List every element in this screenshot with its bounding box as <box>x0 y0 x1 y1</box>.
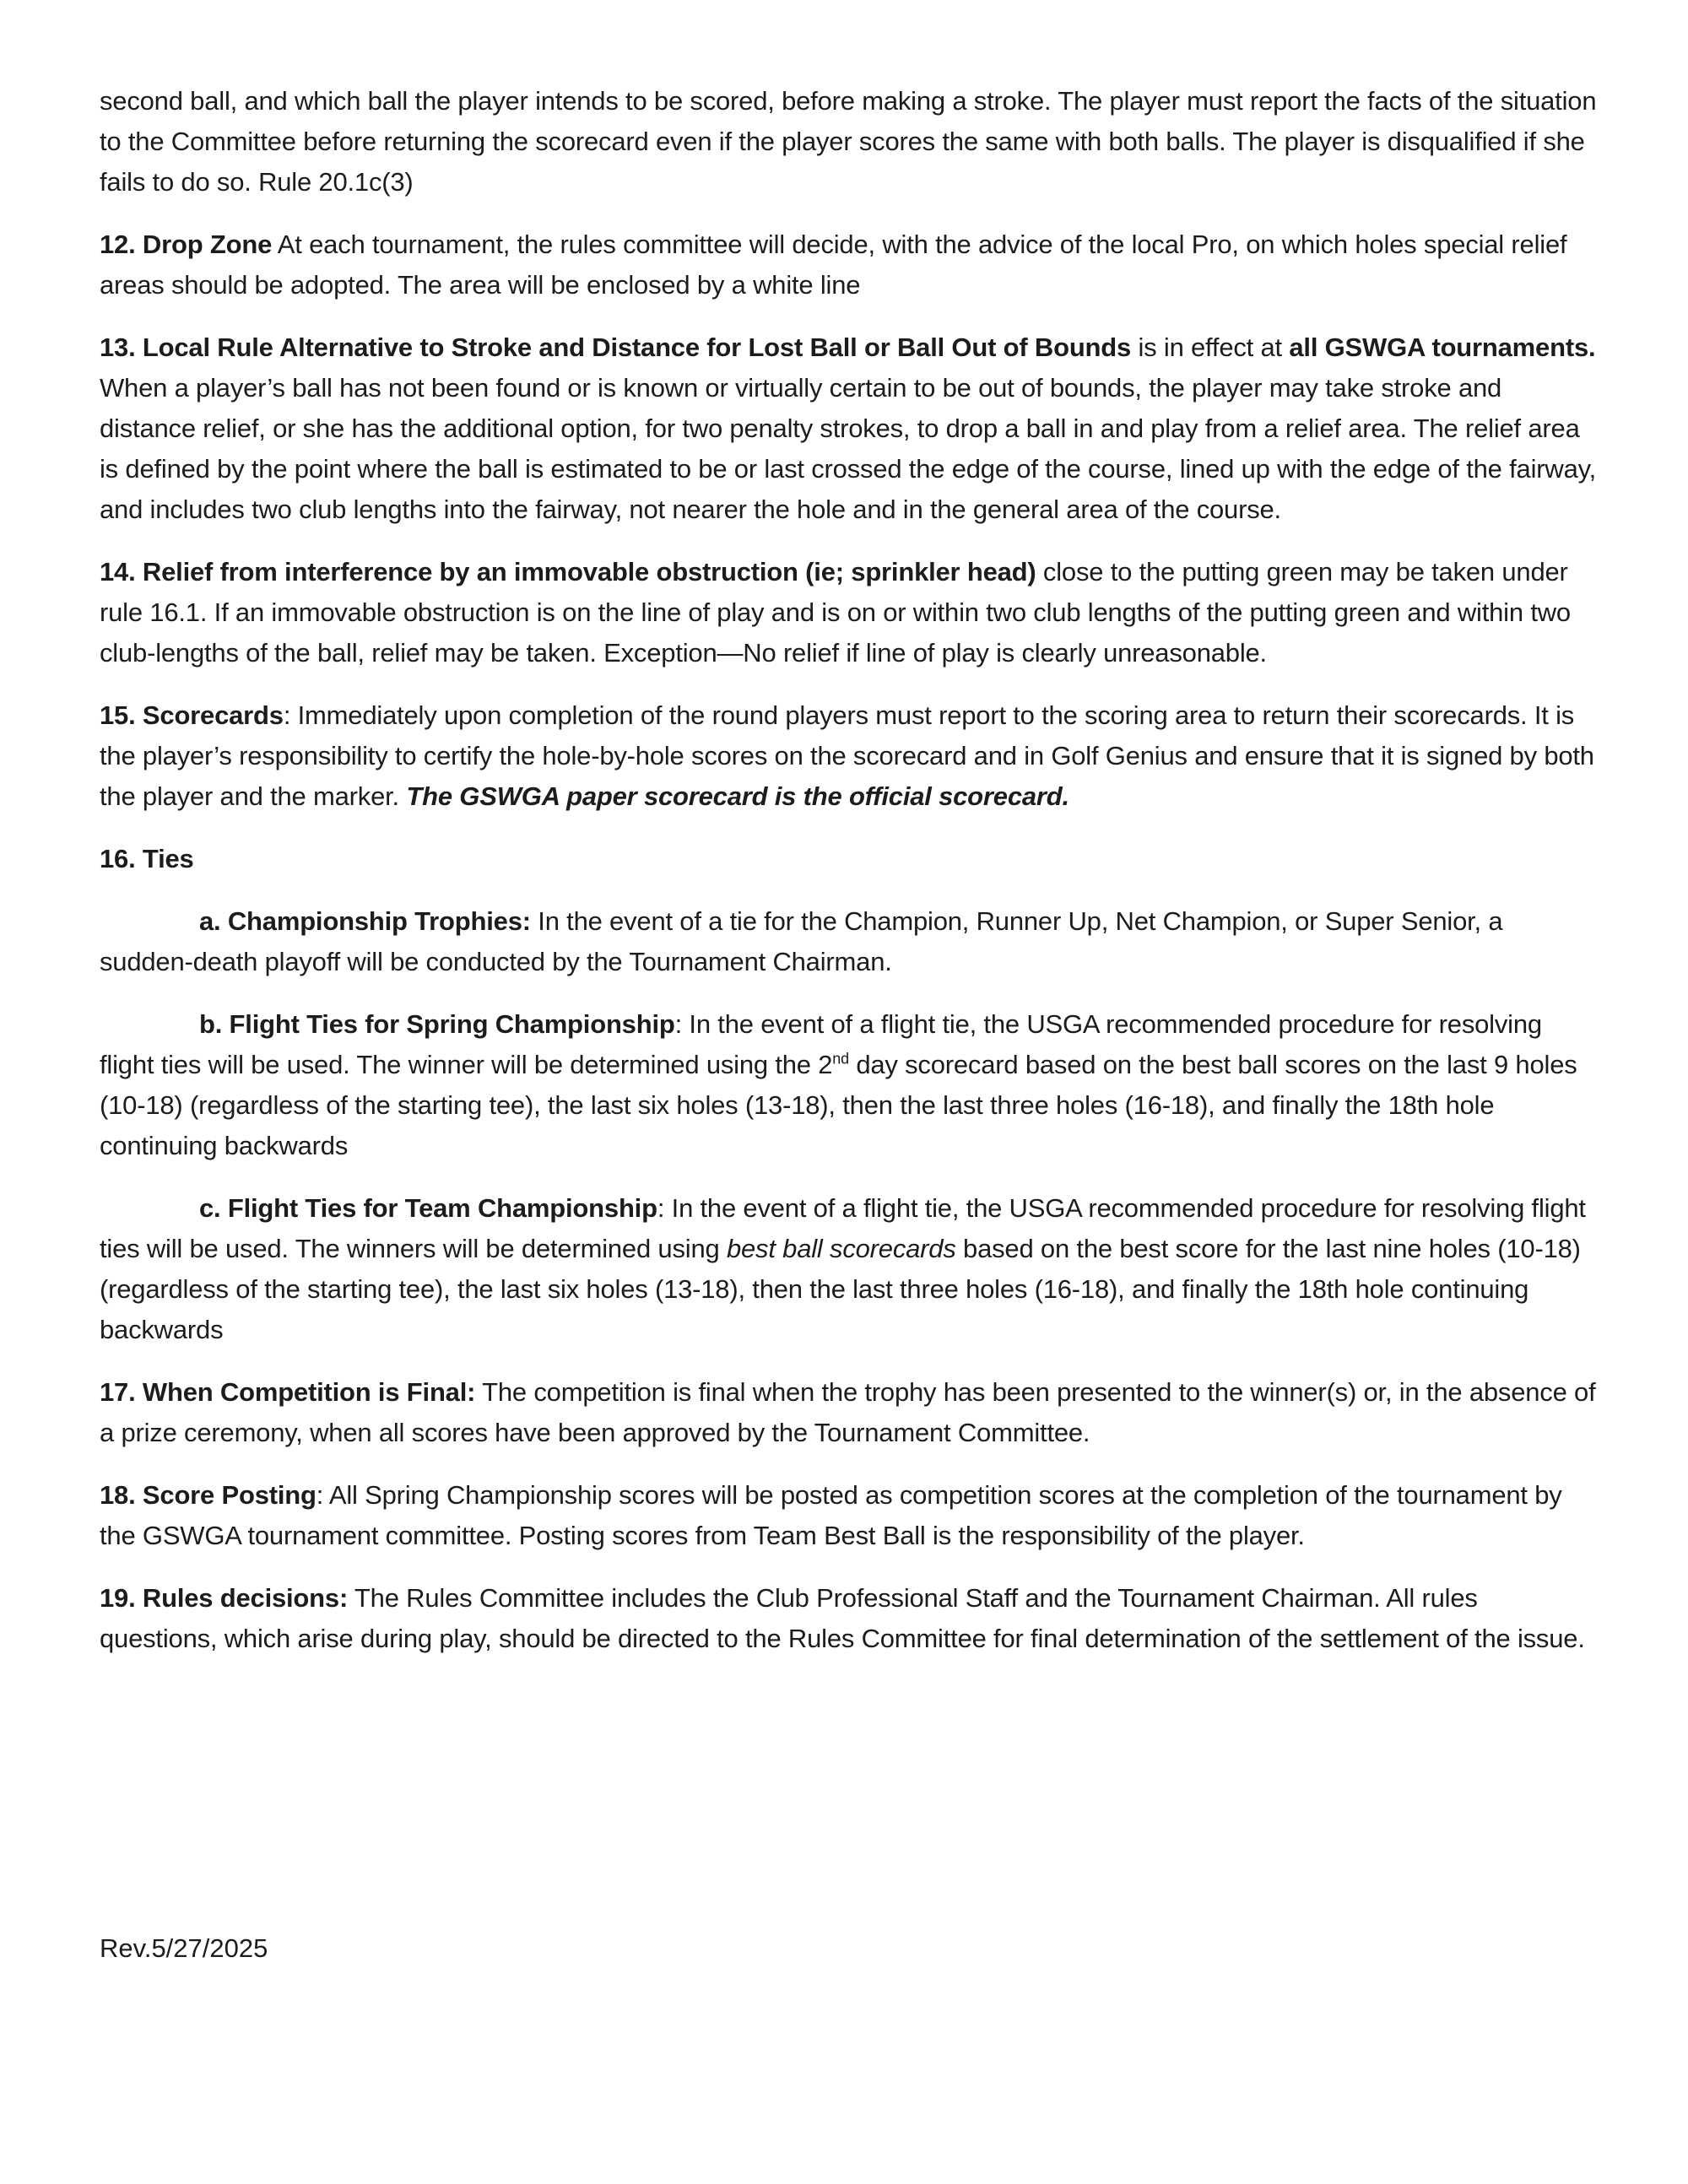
rule-12 <box>100 224 1602 305</box>
rule-15 <box>100 695 1602 817</box>
rule-16-heading: 16. Ties <box>100 844 194 873</box>
rule-12-heading: 12. Drop Zone <box>100 230 273 259</box>
rule-14-body: close to the putting green may be taken under rule 16.1. If an immovable obstruction is on the line of play and is on or within two club lengths of the putting green and within two club-lengths of the ball, relief may be taken. Exception—No relief if line of play is clearly unreasonable. <box>100 557 1571 668</box>
rule-15-official-note: The GSWGA paper scorecard is the official scorecard. <box>406 781 1069 811</box>
rule-17 <box>100 1372 1602 1453</box>
rule-16b-heading: b. Flight Ties for Spring Championship <box>199 1009 675 1039</box>
rule-16c-body: based on the best score for the last nine holes (10-18) (regardless of the starting tee), the last six holes (13-18), then the last three holes (16-18), and finally the 18th hole continuing backwards <box>100 1234 1581 1344</box>
rule-16b-body: day scorecard based on the best ball scores on the last 9 holes (10-18) (regardless of the starting tee), the last six holes (13-18), then the last three holes (16-18), and finally the 18th hole continuing backwards <box>100 1050 1577 1160</box>
rule-16a-heading: a. Championship Trophies: <box>199 906 531 936</box>
rule-16c-italic: best ball scorecards <box>726 1234 956 1263</box>
intro-paragraph: second ball, and which ball the player intends to be scored, before making a stroke. The player must report the facts of the situation to the Committee before returning the scorecard even if the player scores the same with both balls. The player is disqualified if she fails to do so. Rule 20.1c(3) <box>100 86 1597 197</box>
rule-18-heading: 18. Score Posting <box>100 1480 316 1510</box>
rule-16c: c. Flight Ties for Team Championship: In the event of a flight tie, the USGA recommended procedure for resolving flight ties will be used. The winners will be determined using best ball scorecards based on the best score for the last nine holes (10-18) (regardless of the starting tee), the last six holes (13-18), then the last three holes (16-18), and finally the 18th hole continuing backwards <box>100 1193 1586 1344</box>
rule-15-heading: 15. Scorecards <box>100 700 284 730</box>
rule-18-body: : All Spring Championship scores will be posted as competition scores at the completion of the tournament by the GSWGA tournament committee. Posting scores from Team Best Ball is the responsibility of the player. <box>100 1480 1562 1550</box>
rule-19-heading: 19. Rules decisions: <box>100 1583 349 1613</box>
rule-14-heading: 14. Relief from interference by an immovable obstruction (ie; sprinkler head) <box>100 557 1036 587</box>
revision-date: Rev.5/27/2025 <box>100 1933 268 1963</box>
rule-13-body: When a player’s ball has not been found or is known or virtually certain to be out of bounds, the player may take stroke and distance relief, or she has the additional option, for two penalty strokes, to drop a ball in and play from a relief area. The relief area is defined by the point where the ball is estimated to be or last crossed the edge of the course, lined up with the edge of the fairway, and includes two club lengths into the fairway, not nearer the hole and in the general area of the course. <box>100 373 1597 524</box>
rule-16a <box>100 901 1602 982</box>
rule-16b: b. Flight Ties for Spring Championship: In the event of a flight tie, the USGA recommended procedure for resolving flight ties will be used. The winner will be determined using the 2nd day scorecard based on the best ball scores on the last 9 holes (10-18) (regardless of the starting tee), the last six holes (13-18), then the last three holes (16-18), and finally the 18th hole continuing backwards <box>100 1009 1577 1160</box>
rule-17-body: The competition is final when the trophy has been presented to the winner(s) or, in the absence of a prize ceremony, when all scores have been approved by the Tournament Committee. <box>100 1377 1596 1447</box>
rule-16a-body: In the event of a tie for the Champion, Runner Up, Net Champion, or Super Senior, a sudden-death playoff will be conducted by the Tournament Chairman. <box>100 906 1503 976</box>
rule-15-body: : Immediately upon completion of the round players must report to the scoring area to return their scorecards. It is the player’s responsibility to certify the hole-by-hole scores on the scorecard and in Golf Genius and ensure that it is signed by both the player and the marker. <box>100 700 1594 811</box>
rule-12-body: At each tournament, the rules committee will decide, with the advice of the local Pro, on which holes special relief areas should be adopted. The area will be enclosed by a white line <box>100 230 1567 300</box>
rule-19 <box>100 1578 1602 1659</box>
rule-18 <box>100 1475 1602 1556</box>
rule-13: 13. Local Rule Alternative to Stroke and Distance for Lost Ball or Ball Out of Bounds is in effect at all GSWGA tournaments. When a player’s ball has not been found or is known or virtually certain to be out of bounds, the player may take stroke and distance relief, or she has the additional option, for two penalty strokes, to drop a ball in and play from a relief area. The relief area is defined by the point where the ball is estimated to be or last crossed the edge of the course, lined up with the edge of the fairway, and includes two club lengths into the fairway, not nearer the hole and in the general area of the course. <box>100 332 1597 524</box>
rule-14 <box>100 552 1602 673</box>
rule-16 <box>100 839 1602 879</box>
rule-13-heading: 13. Local Rule Alternative to Stroke and Distance for Lost Ball or Ball Out of Bounds <box>100 332 1132 362</box>
document-page <box>100 81 1602 1681</box>
ordinal-suffix: nd <box>832 1050 849 1068</box>
rule-19-body: The Rules Committee includes the Club Professional Staff and the Tournament Chairman. All rules questions, which arise during play, should be directed to the Rules Committee for final determination of the settlement of the issue. <box>100 1583 1585 1653</box>
rule-17-heading: 17. When Competition is Final: <box>100 1377 476 1407</box>
rule-16c-heading: c. Flight Ties for Team Championship <box>199 1193 657 1223</box>
rule-13-emphasis: all GSWGA tournaments. <box>1289 332 1596 362</box>
